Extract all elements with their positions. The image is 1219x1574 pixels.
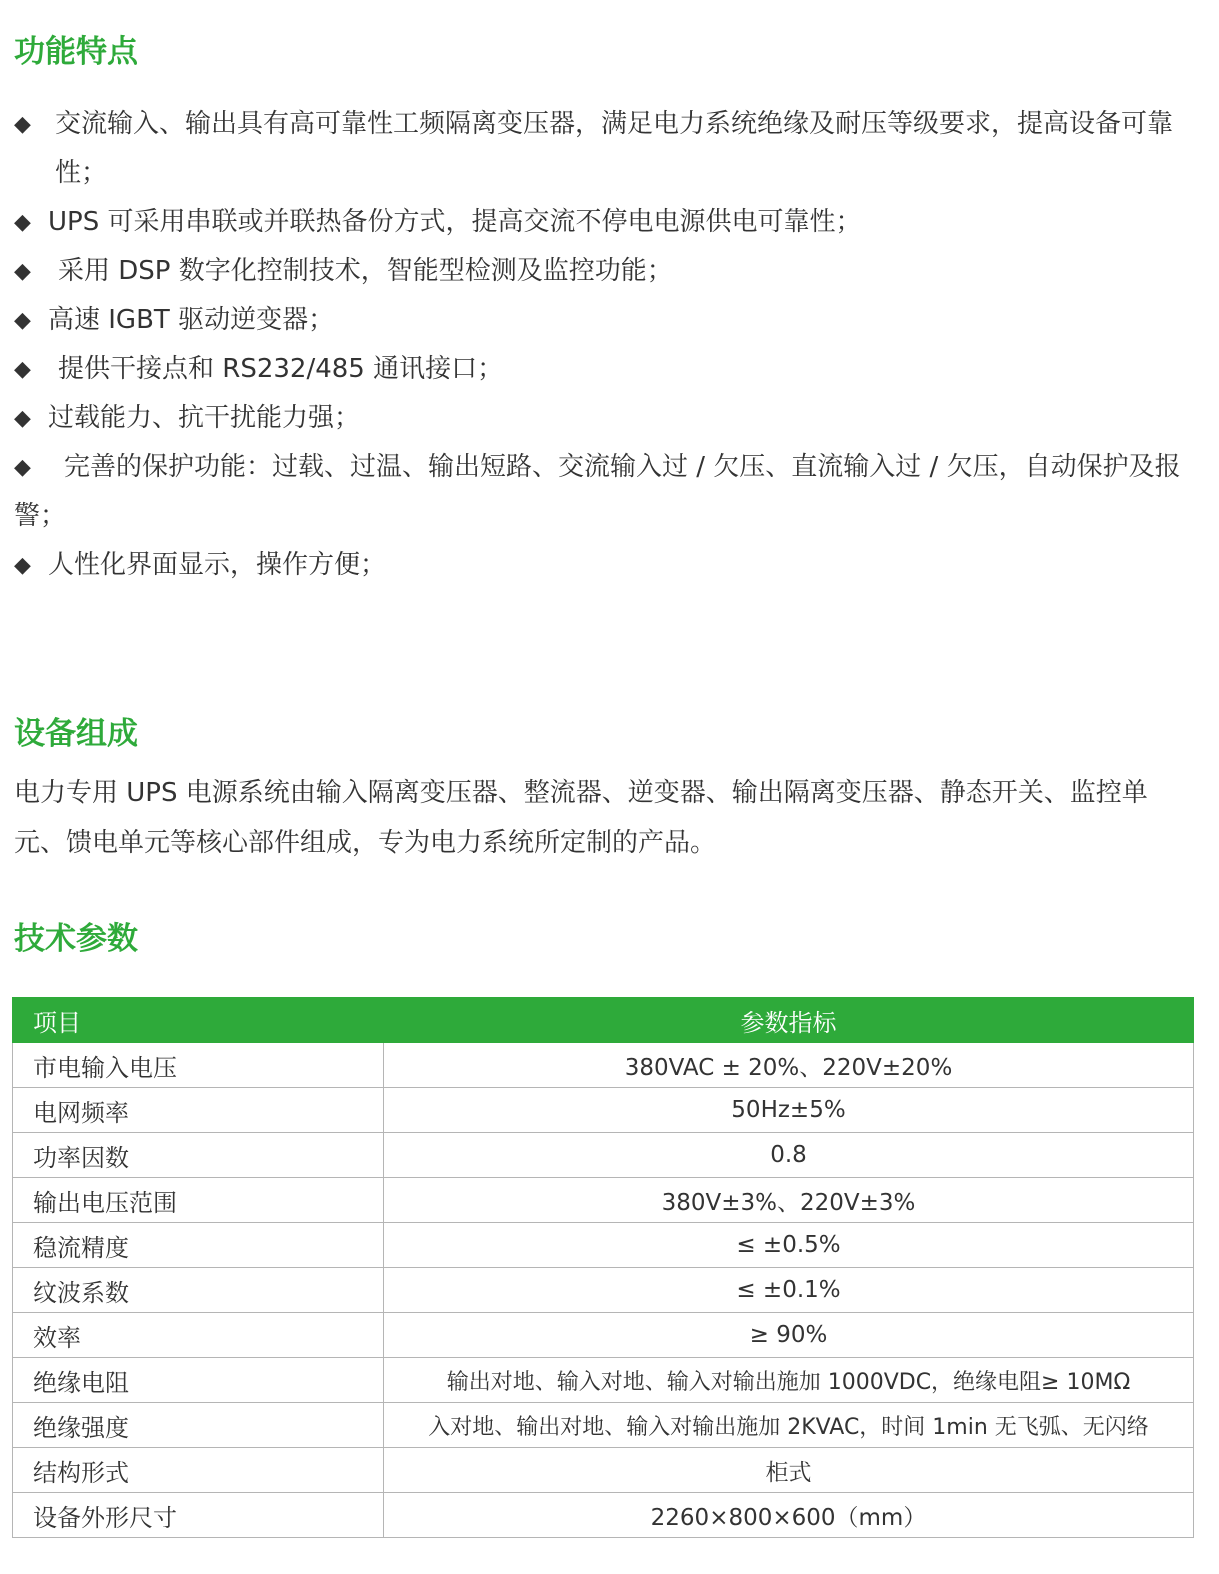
feature-item	[14, 198, 1199, 247]
feature-item	[14, 443, 1199, 541]
param-value: 0.8	[384, 1133, 1194, 1178]
diamond-bullet-icon: ◆	[14, 553, 31, 578]
param-name: 市电输入电压	[13, 1043, 384, 1088]
diamond-bullet-icon: ◆	[14, 406, 31, 431]
table-row	[13, 1313, 1194, 1358]
table-row	[13, 1448, 1194, 1493]
feature-item	[14, 394, 1199, 443]
param-value: 380V±3%、220V±3%	[384, 1178, 1194, 1223]
param-value: ≤ ±0.1%	[384, 1268, 1194, 1313]
feature-text: 人性化界面显示，操作方便；	[48, 550, 387, 580]
param-value: 输出对地、输入对地、输入对输出施加 1000VDC，绝缘电阻≥ 10MΩ	[384, 1358, 1194, 1403]
table-row	[13, 1403, 1194, 1448]
param-value: ≤ ±0.5%	[384, 1223, 1194, 1268]
table-row	[13, 1358, 1194, 1403]
feature-text: 完善的保护功能：过载、过温、输出短路、交流输入过 / 欠压、直流输入过 / 欠压，自动保护及报警；	[14, 452, 1181, 531]
composition-paragraph: 电力专用 UPS 电源系统由输入隔离变压器、整流器、逆变器、输出隔离变压器、静态开关、监控单元、馈电单元等核心部件组成，专为电力系统所定制的产品。	[14, 778, 1148, 858]
features-list	[14, 100, 1199, 590]
param-name: 稳流精度	[13, 1223, 384, 1268]
table-header-row	[13, 998, 1194, 1043]
feature-item	[14, 541, 1199, 590]
feature-text: 高速 IGBT 驱动逆变器；	[48, 305, 335, 335]
feature-item	[14, 247, 1199, 296]
table-row	[13, 1088, 1194, 1133]
table-row	[13, 1493, 1194, 1538]
param-name: 绝缘强度	[13, 1403, 384, 1448]
params-heading: 技术参数	[14, 921, 138, 957]
param-value: 柜式	[384, 1448, 1194, 1493]
diamond-bullet-icon: ◆	[14, 210, 31, 235]
param-value: 入对地、输出对地、输入对输出施加 2KVAC，时间 1min 无飞弧、无闪络	[384, 1403, 1194, 1448]
table-row	[13, 1223, 1194, 1268]
feature-text: 过载能力、抗干扰能力强；	[48, 403, 361, 433]
table-row	[13, 1133, 1194, 1178]
table-row	[13, 1043, 1194, 1088]
diamond-bullet-icon: ◆	[14, 357, 31, 382]
feature-text: UPS 可采用串联或并联热备份方式，提高交流不停电电源供电可靠性；	[48, 207, 862, 237]
param-name: 纹波系数	[13, 1268, 384, 1313]
param-value: ≥ 90%	[384, 1313, 1194, 1358]
feature-item	[14, 345, 1199, 394]
feature-item	[14, 296, 1199, 345]
composition-heading: 设备组成	[14, 716, 138, 752]
param-name: 结构形式	[13, 1448, 384, 1493]
param-value: 380VAC ± 20%、220V±20%	[384, 1043, 1194, 1088]
table-row	[13, 1178, 1194, 1223]
param-name: 绝缘电阻	[13, 1358, 384, 1403]
diamond-bullet-icon: ◆	[14, 259, 31, 284]
param-name: 电网频率	[13, 1088, 384, 1133]
param-name: 功率因数	[13, 1133, 384, 1178]
column-header-value: 参数指标	[384, 998, 1194, 1043]
param-value: 50Hz±5%	[384, 1088, 1194, 1133]
table-row	[13, 1268, 1194, 1313]
diamond-bullet-icon: ◆	[14, 455, 31, 480]
features-heading: 功能特点	[14, 34, 138, 70]
params-table	[12, 997, 1194, 1538]
param-name: 输出电压范围	[13, 1178, 384, 1223]
feature-text: 采用 DSP 数字化控制技术，智能型检测及监控功能；	[58, 256, 673, 286]
feature-item	[14, 100, 1199, 198]
feature-text: 交流输入、输出具有高可靠性工频隔离变压器，满足电力系统绝缘及耐压等级要求，提高设备可靠性；	[55, 109, 1174, 188]
diamond-bullet-icon: ◆	[14, 308, 31, 333]
diamond-bullet-icon: ◆	[14, 112, 31, 137]
param-name: 设备外形尺寸	[13, 1493, 384, 1538]
param-name: 效率	[13, 1313, 384, 1358]
param-value: 2260×800×600（mm）	[384, 1493, 1194, 1538]
column-header-item: 项目	[13, 998, 384, 1043]
feature-text: 提供干接点和 RS232/485 通讯接口；	[58, 354, 504, 384]
